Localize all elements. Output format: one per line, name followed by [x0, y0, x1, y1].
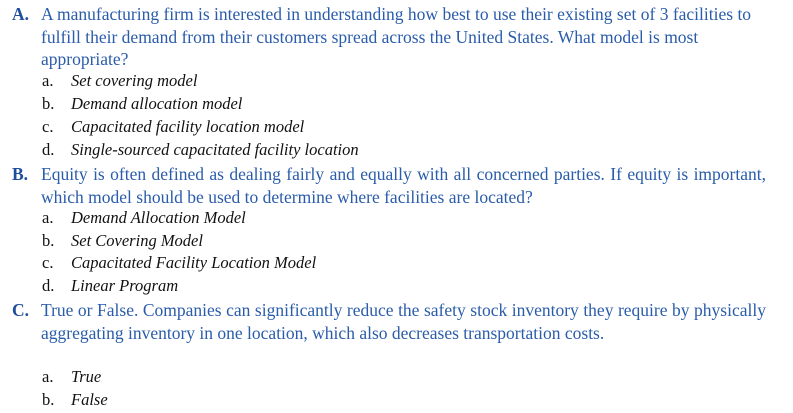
option-text: Demand Allocation Model — [71, 208, 246, 227]
question-letter: B. — [12, 164, 29, 184]
option-text: Linear Program — [71, 276, 179, 295]
option-text: Set covering model — [71, 71, 198, 90]
option-letter: b. — [42, 94, 55, 113]
option-text: Capacitated Facility Location Model — [71, 253, 317, 272]
option-text: Single-sourced capacitated facility location — [71, 140, 359, 159]
question-letter: A. — [12, 4, 30, 24]
option-text: False — [71, 390, 108, 409]
option-text: Capacitated facility location model — [71, 117, 305, 136]
option-letter: b. — [42, 231, 55, 250]
question-text: A manufacturing firm is interested in understanding how best to use their existing set of 3 facilities to fulfill their demand from their customers spread across the United States. What model is most appropriate? — [41, 4, 752, 69]
option-letter: b. — [42, 390, 55, 409]
option-text: Demand allocation model — [71, 94, 243, 113]
option-letter: c. — [42, 117, 54, 136]
option-letter: a. — [42, 367, 54, 386]
option-text: True — [71, 367, 102, 386]
option-text: Set Covering Model — [71, 231, 203, 250]
option-letter: c. — [42, 253, 54, 272]
option-letter: d. — [42, 276, 55, 295]
question-text: Equity is often defined as dealing fairly and equally with all concerned parties. If equity is important, which model should be used to determine where facilities are located? — [41, 164, 766, 207]
option-letter: d. — [42, 140, 55, 159]
question-text: True or False. Companies can significantly reduce the safety stock inventory they require by physically aggregating inventory in one location, which also decreases transportation costs. — [41, 300, 766, 343]
option-letter: a. — [42, 71, 54, 90]
option-letter: a. — [42, 208, 54, 227]
question-letter: C. — [12, 300, 30, 320]
